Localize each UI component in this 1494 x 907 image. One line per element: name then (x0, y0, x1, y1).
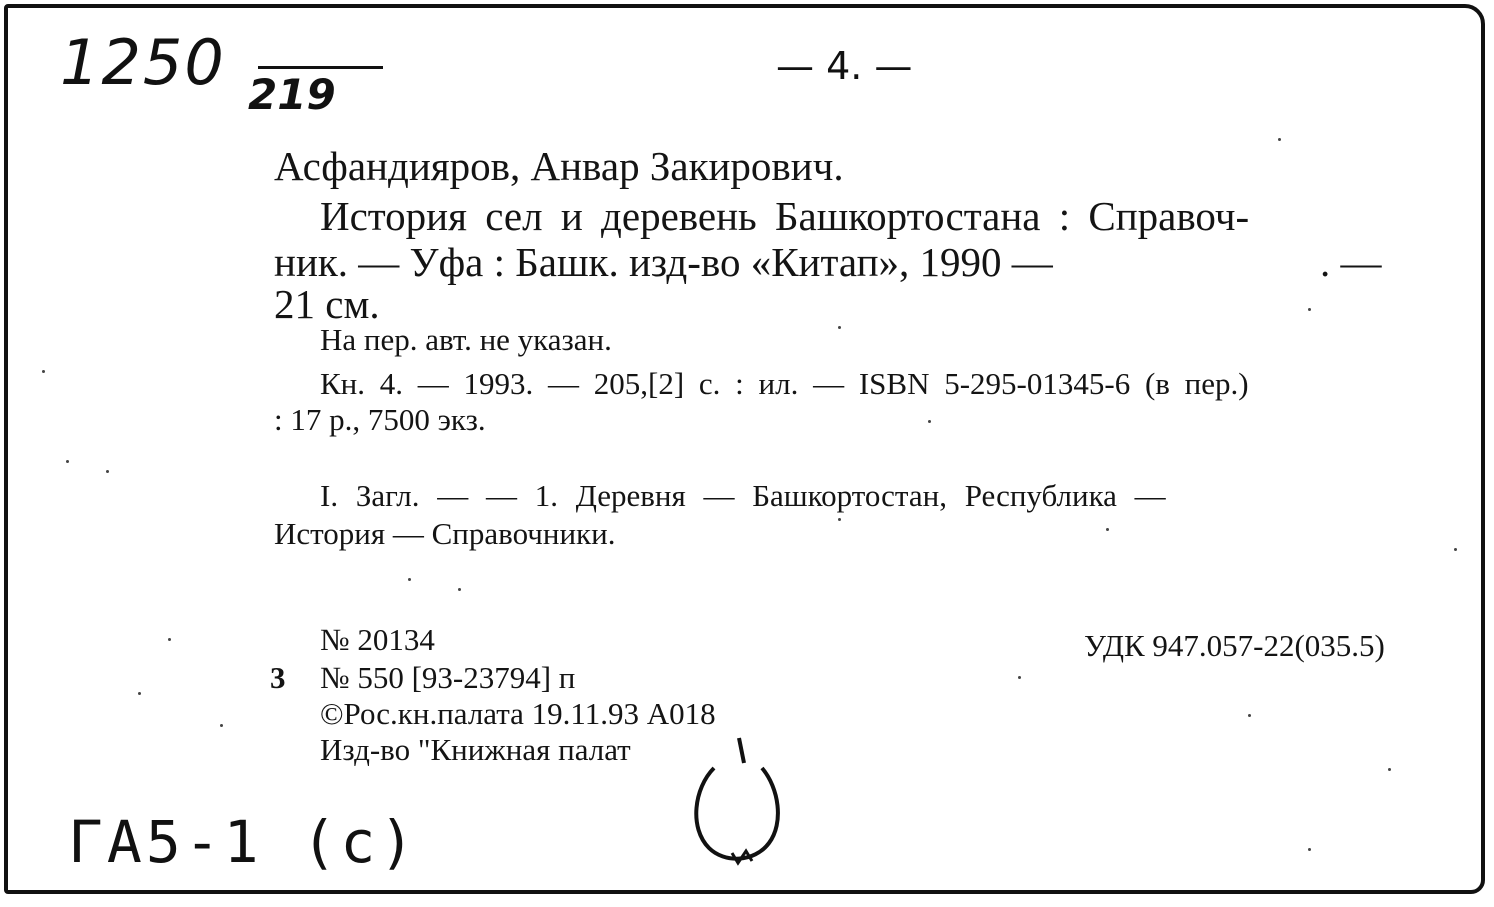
author-heading: Асфандияров, Анвар Закирович. (274, 143, 844, 189)
scan-speck (1248, 714, 1251, 717)
handwritten-shelf-number: 1250 (60, 26, 226, 99)
volume-line-1: Кн. 4. — 1993. — 205,[2] с. : ил. — ISBN 5-295-01345-6 (в пер.) (320, 366, 1249, 401)
stamp-mark (684, 728, 794, 878)
scan-speck (838, 518, 841, 521)
scan-speck (42, 370, 45, 373)
scan-speck (1018, 676, 1021, 679)
scan-speck (106, 470, 109, 473)
volume-line-2: : 17 р., 7500 экз. (274, 402, 486, 437)
publisher-line: Изд-во "Книжная палат (320, 732, 631, 767)
scan-speck (1308, 308, 1311, 311)
scan-speck (928, 420, 931, 423)
scan-speck (838, 326, 841, 329)
order-number: № 550 [93-23794] п (320, 660, 576, 695)
subjects-line-1: I. Загл. — — 1. Деревня — Башкортостан, Республика — (320, 478, 1166, 513)
scan-speck (1106, 528, 1109, 531)
card-number: № 20134 (320, 622, 435, 657)
author-note: На пер. авт. не указан. (320, 322, 612, 357)
scan-speck (1388, 768, 1391, 771)
scan-speck (66, 460, 69, 463)
title-line-3: 21 см. (274, 281, 380, 327)
subjects-line-2: История — Справочники. (274, 516, 616, 551)
scan-speck (1278, 138, 1281, 141)
scan-speck (220, 724, 223, 727)
page-marker: — 4. — (776, 44, 913, 88)
title-line-1: История сел и деревень Башкортостана : Справоч- (320, 193, 1250, 239)
scan-speck (1454, 548, 1457, 551)
copyright-line: ©Рос.кн.палата 19.11.93 А018 (320, 696, 716, 731)
title-line-2-end: . — (1320, 239, 1382, 285)
scan-speck (168, 638, 171, 641)
title-line-2: ник. — Уфа : Башк. изд-во «Китап», 1990 — (274, 239, 1053, 285)
scan-speck (458, 588, 461, 591)
udk-code: УДК 947.057-22(035.5) (1084, 628, 1385, 663)
scan-speck (408, 578, 411, 581)
scan-speck (1308, 848, 1311, 851)
handwritten-bottom-note: ГА5-1 (с) (68, 808, 419, 876)
shelf-number-underline (258, 66, 383, 69)
scan-speck (138, 692, 141, 695)
handwritten-shelf-sub: 219 (248, 70, 336, 119)
order-prefix: 3 (270, 660, 286, 695)
catalog-card (4, 4, 1485, 894)
